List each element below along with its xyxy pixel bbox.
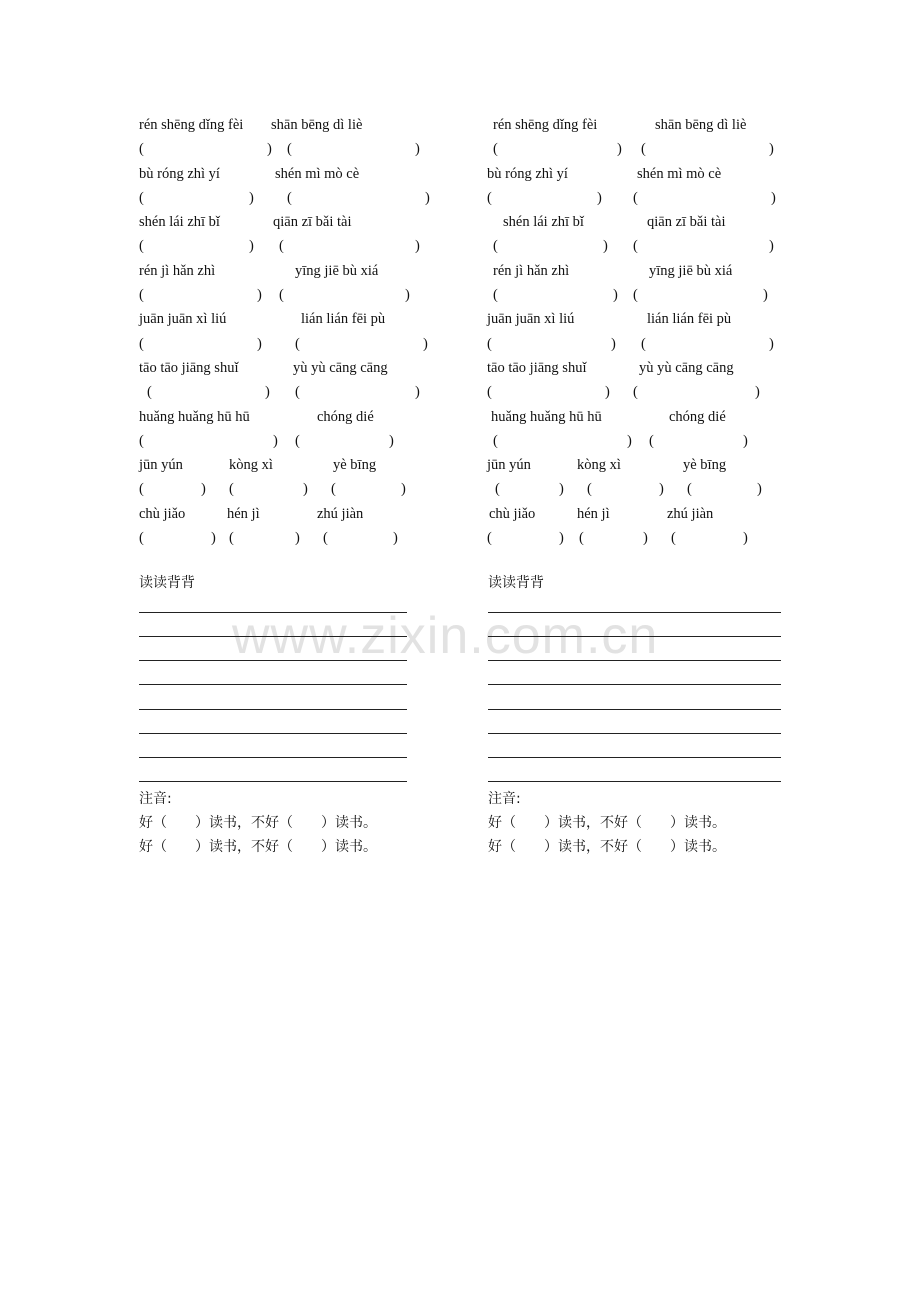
pinyin-text: hén jì bbox=[577, 505, 610, 522]
zhuyin-line: 好（ ）读书，不好（ ）读书。 bbox=[139, 839, 377, 855]
pinyin-text: qiān zī bǎi tài bbox=[647, 214, 726, 231]
open-paren: ( bbox=[487, 384, 492, 401]
open-paren: ( bbox=[323, 530, 328, 547]
zhuyin-title: 注音: bbox=[488, 791, 521, 807]
close-paren: ) bbox=[771, 189, 776, 206]
zhuyin-line: 好（ ）读书，不好（ ）读书。 bbox=[139, 815, 377, 831]
pinyin-text: kòng xì bbox=[229, 457, 273, 474]
close-paren: ) bbox=[201, 481, 206, 498]
answer-blank-row bbox=[487, 137, 787, 161]
open-paren: ( bbox=[139, 335, 144, 352]
pinyin-text: bù róng zhì yí bbox=[139, 165, 220, 182]
pinyin-text: tāo tāo jiāng shuǐ bbox=[487, 359, 587, 376]
writing-line bbox=[139, 612, 407, 613]
pinyin-text: zhú jiàn bbox=[667, 505, 714, 522]
pinyin-text: yù yù cāng cāng bbox=[293, 359, 388, 376]
pinyin-text: chù jiǎo bbox=[489, 505, 536, 522]
pinyin-text: qiān zī bǎi tài bbox=[273, 214, 352, 231]
open-paren: ( bbox=[139, 287, 144, 304]
open-paren: ( bbox=[287, 141, 292, 158]
pinyin-text: lián lián fēi pù bbox=[647, 311, 732, 328]
open-paren: ( bbox=[229, 481, 234, 498]
answer-blank-row bbox=[487, 332, 787, 356]
pinyin-text: shān bēng dì liè bbox=[655, 117, 747, 133]
open-paren: ( bbox=[641, 141, 646, 158]
close-paren: ) bbox=[559, 481, 564, 498]
pinyin-text: chù jiǎo bbox=[139, 505, 186, 522]
answer-blank-row bbox=[139, 429, 439, 453]
pinyin-row bbox=[139, 210, 439, 234]
open-paren: ( bbox=[139, 481, 144, 498]
open-paren: ( bbox=[139, 141, 144, 158]
answer-blank-row bbox=[139, 137, 439, 161]
answer-blank-row bbox=[139, 283, 439, 307]
writing-line bbox=[139, 709, 407, 710]
pinyin-row bbox=[487, 259, 787, 283]
writing-line bbox=[488, 781, 781, 782]
pinyin-text: zhú jiàn bbox=[317, 505, 364, 522]
open-paren: ( bbox=[487, 189, 492, 206]
close-paren: ) bbox=[393, 530, 398, 547]
answer-blank-row bbox=[487, 429, 787, 453]
pinyin-text: juān juān xì liú bbox=[139, 311, 227, 328]
open-paren: ( bbox=[633, 384, 638, 401]
close-paren: ) bbox=[769, 335, 774, 352]
pinyin-text: shén lái zhī bǐ bbox=[503, 214, 584, 231]
pinyin-text: shén mì mò cè bbox=[637, 165, 722, 182]
close-paren: ) bbox=[627, 432, 632, 449]
writing-line bbox=[488, 684, 781, 685]
pinyin-text: huǎng huǎng hū hū bbox=[139, 408, 250, 425]
close-paren: ) bbox=[389, 432, 394, 449]
pinyin-text: yè bīng bbox=[333, 457, 377, 474]
close-paren: ) bbox=[769, 141, 774, 158]
close-paren: ) bbox=[273, 432, 278, 449]
open-paren: ( bbox=[139, 189, 144, 206]
close-paren: ) bbox=[769, 238, 774, 255]
answer-blank-row bbox=[139, 526, 439, 550]
close-paren: ) bbox=[617, 141, 622, 158]
close-paren: ) bbox=[401, 481, 406, 498]
close-paren: ) bbox=[211, 530, 216, 547]
open-paren: ( bbox=[587, 481, 592, 498]
answer-blank-row bbox=[139, 380, 439, 404]
writing-line bbox=[488, 612, 781, 613]
pinyin-row bbox=[487, 307, 787, 331]
pinyin-row bbox=[487, 502, 787, 526]
open-paren: ( bbox=[295, 384, 300, 401]
close-paren: ) bbox=[559, 530, 564, 547]
close-paren: ) bbox=[425, 189, 430, 206]
answer-blank-row bbox=[139, 332, 439, 356]
pinyin-row bbox=[139, 307, 439, 331]
zhuyin-line: 好（ ）读书，不好（ ）读书。 bbox=[488, 815, 726, 831]
open-paren: ( bbox=[229, 530, 234, 547]
pinyin-text: bù róng zhì yí bbox=[487, 165, 568, 182]
close-paren: ) bbox=[757, 481, 762, 498]
open-paren: ( bbox=[295, 335, 300, 352]
answer-blank-row bbox=[139, 477, 439, 501]
close-paren: ) bbox=[295, 530, 300, 547]
close-paren: ) bbox=[743, 530, 748, 547]
open-paren: ( bbox=[493, 432, 498, 449]
close-paren: ) bbox=[257, 335, 262, 352]
open-paren: ( bbox=[633, 189, 638, 206]
writing-line bbox=[139, 781, 407, 782]
close-paren: ) bbox=[743, 432, 748, 449]
pinyin-text: chóng dié bbox=[669, 408, 726, 425]
pinyin-text: lián lián fēi pù bbox=[301, 311, 386, 328]
answer-blank-row bbox=[487, 234, 787, 258]
close-paren: ) bbox=[423, 335, 428, 352]
writing-line bbox=[139, 684, 407, 685]
close-paren: ) bbox=[613, 287, 618, 304]
writing-line bbox=[139, 660, 407, 661]
answer-blank-row bbox=[487, 380, 787, 404]
open-paren: ( bbox=[579, 530, 584, 547]
pinyin-row bbox=[487, 405, 787, 429]
close-paren: ) bbox=[611, 335, 616, 352]
open-paren: ( bbox=[487, 530, 492, 547]
open-paren: ( bbox=[279, 287, 284, 304]
pinyin-text: huǎng huǎng hū hū bbox=[491, 408, 602, 425]
watermark: www.zixin.com.cn bbox=[232, 607, 659, 665]
writing-line bbox=[139, 733, 407, 734]
open-paren: ( bbox=[641, 335, 646, 352]
pinyin-row bbox=[139, 356, 439, 380]
open-paren: ( bbox=[633, 287, 638, 304]
left-exercise-column bbox=[139, 113, 439, 550]
open-paren: ( bbox=[495, 481, 500, 498]
open-paren: ( bbox=[295, 432, 300, 449]
open-paren: ( bbox=[287, 189, 292, 206]
reading-title: 读读背背 bbox=[488, 575, 544, 591]
pinyin-row bbox=[139, 502, 439, 526]
writing-line bbox=[488, 757, 781, 758]
pinyin-text: shān bēng dì liè bbox=[271, 117, 363, 133]
answer-blank-row bbox=[487, 283, 787, 307]
writing-line bbox=[488, 636, 781, 637]
pinyin-text: rén shēng dǐng fèi bbox=[139, 117, 244, 133]
close-paren: ) bbox=[415, 141, 420, 158]
open-paren: ( bbox=[671, 530, 676, 547]
reading-title: 读读背背 bbox=[139, 575, 195, 591]
close-paren: ) bbox=[415, 238, 420, 255]
pinyin-text: jūn yún bbox=[487, 457, 531, 474]
open-paren: ( bbox=[139, 530, 144, 547]
pinyin-text: tāo tāo jiāng shuǐ bbox=[139, 359, 239, 376]
pinyin-text: yè bīng bbox=[683, 457, 727, 474]
pinyin-row bbox=[487, 210, 787, 234]
pinyin-row bbox=[487, 356, 787, 380]
pinyin-text: yù yù cāng cāng bbox=[639, 359, 734, 376]
pinyin-text: hén jì bbox=[227, 505, 260, 522]
writing-line bbox=[139, 757, 407, 758]
writing-line bbox=[139, 636, 407, 637]
pinyin-row bbox=[487, 453, 787, 477]
close-paren: ) bbox=[659, 481, 664, 498]
close-paren: ) bbox=[405, 287, 410, 304]
open-paren: ( bbox=[633, 238, 638, 255]
writing-line bbox=[488, 709, 781, 710]
pinyin-row bbox=[487, 162, 787, 186]
answer-blank-row bbox=[487, 186, 787, 210]
zhuyin-line: 好（ ）读书，不好（ ）读书。 bbox=[488, 839, 726, 855]
close-paren: ) bbox=[249, 189, 254, 206]
pinyin-row bbox=[139, 259, 439, 283]
answer-blank-row bbox=[487, 526, 787, 550]
close-paren: ) bbox=[605, 384, 610, 401]
writing-line bbox=[488, 733, 781, 734]
pinyin-row bbox=[139, 453, 439, 477]
right-exercise-column bbox=[487, 113, 787, 550]
pinyin-text: kòng xì bbox=[577, 457, 621, 474]
open-paren: ( bbox=[493, 238, 498, 255]
close-paren: ) bbox=[257, 287, 262, 304]
answer-blank-row bbox=[139, 234, 439, 258]
writing-line bbox=[488, 660, 781, 661]
pinyin-text: rén jì hǎn zhì bbox=[493, 262, 570, 279]
close-paren: ) bbox=[643, 530, 648, 547]
close-paren: ) bbox=[755, 384, 760, 401]
pinyin-text: shén mì mò cè bbox=[275, 165, 360, 182]
open-paren: ( bbox=[147, 384, 152, 401]
open-paren: ( bbox=[279, 238, 284, 255]
pinyin-text: rén jì hǎn zhì bbox=[139, 262, 216, 279]
pinyin-row bbox=[139, 405, 439, 429]
close-paren: ) bbox=[267, 141, 272, 158]
pinyin-text: shén lái zhī bǐ bbox=[139, 214, 220, 231]
close-paren: ) bbox=[763, 287, 768, 304]
open-paren: ( bbox=[649, 432, 654, 449]
pinyin-text: rén shēng dǐng fèi bbox=[493, 117, 598, 133]
pinyin-row bbox=[139, 162, 439, 186]
close-paren: ) bbox=[597, 189, 602, 206]
pinyin-text: jūn yún bbox=[139, 457, 183, 474]
pinyin-text: chóng dié bbox=[317, 408, 374, 425]
close-paren: ) bbox=[303, 481, 308, 498]
pinyin-text: juān juān xì liú bbox=[487, 311, 575, 328]
close-paren: ) bbox=[603, 238, 608, 255]
close-paren: ) bbox=[249, 238, 254, 255]
open-paren: ( bbox=[139, 432, 144, 449]
open-paren: ( bbox=[139, 238, 144, 255]
pinyin-row bbox=[139, 113, 439, 137]
open-paren: ( bbox=[687, 481, 692, 498]
close-paren: ) bbox=[265, 384, 270, 401]
zhuyin-title: 注音: bbox=[139, 791, 172, 807]
open-paren: ( bbox=[331, 481, 336, 498]
pinyin-text: yīng jiē bù xiá bbox=[649, 262, 733, 279]
answer-blank-row bbox=[487, 477, 787, 501]
open-paren: ( bbox=[493, 141, 498, 158]
open-paren: ( bbox=[487, 335, 492, 352]
pinyin-row bbox=[487, 113, 787, 137]
pinyin-text: yīng jiē bù xiá bbox=[295, 262, 379, 279]
answer-blank-row bbox=[139, 186, 439, 210]
open-paren: ( bbox=[493, 287, 498, 304]
close-paren: ) bbox=[415, 384, 420, 401]
